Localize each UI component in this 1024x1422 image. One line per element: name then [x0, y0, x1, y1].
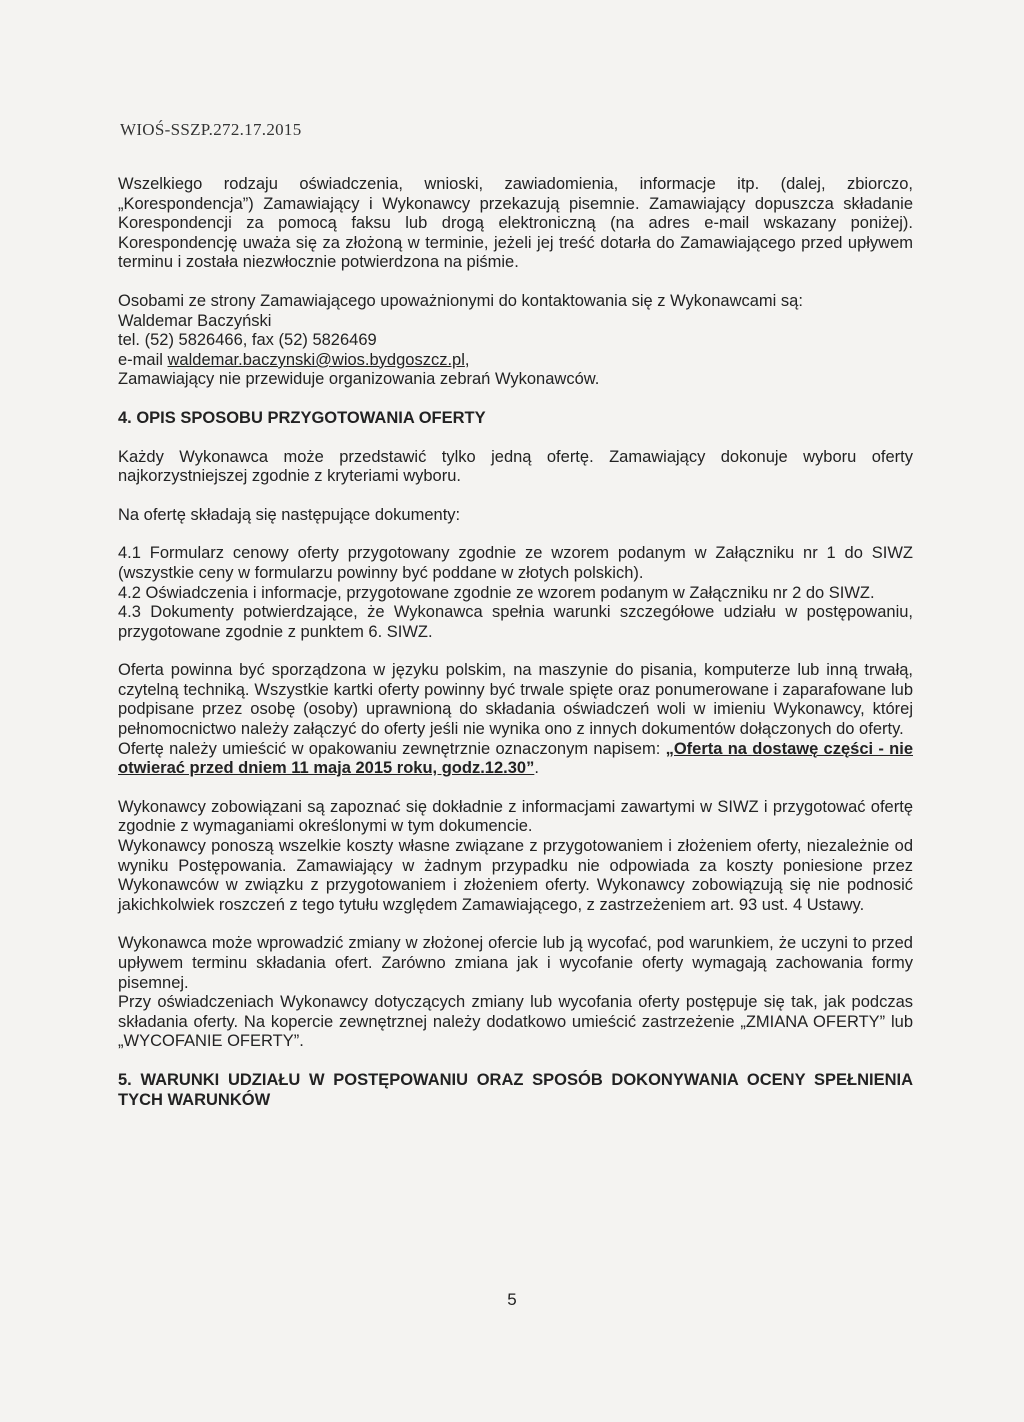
- email-label: e-mail: [118, 350, 168, 369]
- withdrawal-paragraph: Przy oświadczeniach Wykonawcy dotyczących zmiany lub wycofania oferty postępuje się tak, jak podczas składania oferty. Na kopercie zewnętrznej należy dodatkowo umieścić zastrzeżenie „ZMIANA OFERTY” lub „WYCOFANIE OFERTY”.: [118, 993, 913, 1051]
- email-link[interactable]: waldemar.baczynski@wios.bydgoszcz.pl: [167, 350, 465, 369]
- page-number: 5: [507, 1290, 517, 1309]
- item-4-2: 4.2 Oświadczenia i informacje, przygotowane zgodnie ze wzorem podanym w Załączniku nr 2 do SIWZ.: [118, 583, 875, 602]
- contact-email-line: [118, 351, 913, 371]
- changes-paragraph: Wykonawca może wprowadzić zmiany w złożonej ofercie lub ją wycofać, pod warunkiem, że uczyni to przed upływem terminu składania ofert. Zarówno zmiana jak i wycofanie oferty wymagają zachowania formy pisemnej.: [118, 934, 913, 992]
- email-suffix: ,: [464, 350, 470, 369]
- single-offer-paragraph: Każdy Wykonawca może przedstawić tylko jedną ofertę. Zamawiający dokonuje wyboru oferty najkorzystniejszej zgodnie z kryteriami wyboru.: [118, 447, 913, 486]
- correspondence-paragraph: Wszelkiego rodzaju oświadczenia, wnioski, zawiadomienia, informacje itp. (dalej, zbiorczo, „Korespondencja”) Zamawiający i Wykonawcy przekazują pisemnie. Zamawiający dopuszcza składanie Korespondencji za pomocą faksu lub drogą elektroniczną (na adres e-mail wskazany poniżej). Korespondencję uważa się za złożoną w terminie, jeżeli jej treść dotarła do Zamawiającego przed upływem terminu i została niezwłocznie potwierdzona na piśmie.: [118, 175, 913, 272]
- documents-intro: Na ofertę składają się następujące dokumenty:: [118, 505, 461, 524]
- offer-form-paragraph: Oferta powinna być sporządzona w języku polskim, na maszynie do pisania, komputerze lub inną trwałą, czytelną techniką. Wszystkie kartki oferty powinny być trwale spięte oraz ponumerowane i zaparafowane lub podpisane przez osobę (osoby) uprawnioną do składania oświadczeń woli w imieniu Wykonawcy, której pełnomocnictwo należy załączyć do oferty jeśli nie wynika ono z innych dokumentów dołączonych do oferty.: [118, 661, 913, 739]
- contact-phone: tel. (52) 5826466, fax (52) 5826469: [118, 331, 377, 350]
- envelope-marking-paragraph: [118, 740, 913, 779]
- envelope-lead: Ofertę należy umieścić w opakowaniu zewnętrznie oznaczonym napisem:: [118, 739, 666, 758]
- envelope-marking: „Oferta na dostawę części - nie otwierać przed dniem 11 maja 2015 roku, godz.12.30”: [118, 739, 913, 778]
- reference-number: WIOŚ-SSZP.272.17.2015: [120, 120, 302, 139]
- contact-intro: Osobami ze strony Zamawiającego upoważnionymi do kontaktowania się z Wykonawcami są:: [118, 291, 803, 310]
- section-5-heading: 5. WARUNKI UDZIAŁU W POSTĘPOWANIU ORAZ SPOSÓB DOKONYWANIA OCENY SPEŁNIENIA TYCH WARUNKÓW: [118, 1070, 913, 1109]
- item-4-1: 4.1 Formularz cenowy oferty przygotowany zgodnie ze wzorem podanym w Załączniku nr 1 do SIWZ (wszystkie ceny w formularzu powinny być poddane w złotych polskich).: [118, 544, 913, 582]
- envelope-end: .: [534, 759, 539, 778]
- contact-name: Waldemar Baczyński: [118, 311, 272, 330]
- no-meetings-note: Zamawiający nie przewiduje organizowania zebrań Wykonawców.: [118, 370, 600, 389]
- item-4-3: 4.3 Dokumenty potwierdzające, że Wykonawca spełnia warunki szczegółowe udziału w postępowaniu, przygotowane zgodnie z punktem 6. SIWZ.: [118, 603, 913, 641]
- document-body: [118, 175, 913, 1110]
- costs-paragraph: Wykonawcy ponoszą wszelkie koszty własne związane z przygotowaniem i złożeniem oferty, niezależnie od wyniku Postępowania. Zamawiający w żadnym przypadku nie odpowiada za koszty poniesione przez Wykonawców w związku z przygotowaniem i złożeniem oferty. Wykonawcy zobowiązują się nie podnosić jakichkolwiek roszczeń z tego tytułu względem Zamawiającego, z zastrzeżeniem art. 93 ust. 4 Ustawy.: [118, 837, 913, 914]
- section-4-heading: 4. OPIS SPOSOBU PRZYGOTOWANIA OFERTY: [118, 408, 486, 427]
- siwz-paragraph: Wykonawcy zobowiązani są zapoznać się dokładnie z informacjami zawartymi w SIWZ i przygotować ofertę zgodnie z wymaganiami określonymi w tym dokumencie.: [118, 797, 913, 836]
